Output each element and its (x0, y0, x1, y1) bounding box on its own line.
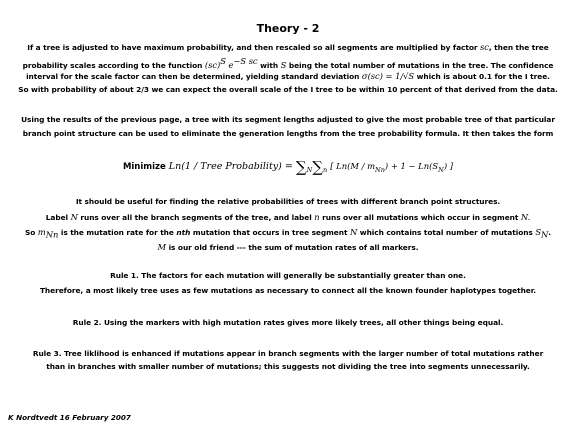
formula-rhs: [ Ln(M / m (330, 161, 376, 171)
p3-text: mutation that occurs in tree segment (192, 228, 348, 237)
p3-text: runs over all the branch segments of the tree, and label (80, 213, 312, 222)
sum-sub-N: N (306, 165, 313, 174)
p3-line-3 (0, 227, 576, 239)
sum-sub-n: n (322, 165, 328, 174)
formula-word: Minimize (122, 162, 166, 172)
var-N: N (349, 227, 358, 237)
p1-line-2 (0, 56, 576, 70)
p1-text: which is about 0.1 for the I tree. (416, 72, 550, 81)
formula-exp2: −S sc (233, 56, 258, 66)
var-N: N (70, 212, 78, 222)
var-N: N. (520, 212, 531, 222)
minimize-formula (0, 158, 576, 176)
p3-text: which contains total number of mutations (359, 228, 533, 237)
p3-line-2 (0, 212, 576, 222)
p3-text: runs over all mutations which occur in segment (322, 213, 519, 222)
sigma-formula: σ(sc) = 1/√S (361, 71, 415, 81)
rule-1-line-1: Rule 1. The factors for each mutation will generally be substantially greater than one. (110, 271, 466, 280)
p3-text: . (548, 228, 552, 237)
var-n: n (314, 212, 320, 222)
p3-text: is our old friend --- the sum of mutation rates of all markers. (168, 243, 419, 252)
p1-text: , then the tree (488, 43, 549, 52)
var-m: m (37, 227, 46, 237)
formula-lhs: Ln(1 / Tree Probability) = (168, 161, 293, 172)
formula-e: e (228, 59, 234, 70)
p3-text: is the mutation rate for the (60, 228, 174, 237)
rule-1-line-2: Therefore, a most likely tree uses as few mutations as necessary to connect all the known founder haplotypes together. (39, 286, 537, 295)
var-S: S (535, 227, 541, 237)
p1-text: probability scales according to the function (22, 60, 203, 70)
var-S-sub: N (541, 229, 549, 240)
sum-symbol-n: ∑ (312, 158, 323, 176)
formula-exp: S (220, 56, 226, 66)
p3-text: So (24, 228, 36, 237)
p1-text: being the total number of mutations in the tree. The confidence (288, 60, 554, 70)
formula-base: (sc) (204, 59, 221, 70)
p3-text: Label (45, 213, 69, 222)
var-sc: sc (479, 42, 489, 52)
p2-line-2: branch point structure can be used to eliminate the generation lengths from the tree probability formula. It then takes the form (22, 129, 554, 138)
p2-line-1: Using the results of the previous page, a tree with its segment lengths adjusted to give the most probable tree of that particular (21, 115, 555, 124)
rule-2: Rule 2. Using the markers with high mutation rates gives more likely trees, all other things being equal. (72, 318, 504, 327)
nth-text: nth (176, 228, 191, 237)
scaling-formula (204, 56, 258, 70)
p1-line-1 (0, 42, 576, 52)
p3-line-4 (0, 242, 576, 252)
p1-line-4: So with probability of about 2/3 we can expect the overall scale of the I tree to be within 10 percent of that derived from the data. (18, 85, 558, 94)
var-m-sub: Nn (45, 229, 59, 240)
formula-rhs-sub: Nn (375, 165, 385, 174)
p1-text: with (260, 60, 279, 70)
p3-line-1: It should be useful for finding the relative probabilities of trees with different branch point structures. (75, 197, 501, 206)
p1-text: If a tree is adjusted to have maximum probability, and then rescaled so all segments are multiplied by factor (27, 43, 478, 52)
sum-symbol-N: ∑ (295, 158, 307, 176)
var-S: S (280, 59, 287, 70)
rule-3-line-2: than in branches with smaller number of mutations; this suggests not dividing the tree into segments unnecessarily. (46, 362, 530, 371)
formula-rhs-sub: N (438, 165, 444, 174)
var-M: M (157, 242, 167, 252)
formula-rhs: ) + 1 − Ln(S (384, 161, 439, 171)
rule-3-line-1: Rule 3. Tree liklihood is enhanced if mutations appear in branch segments with the larger number of total mutations rather (32, 349, 544, 358)
p1-line-3 (0, 71, 576, 81)
page-title: Theory - 2 (256, 22, 320, 35)
p1-text: interval for the scale factor can then be determined, yielding standard deviation (26, 72, 360, 81)
footer-credit: K Nordtvedt 16 February 2007 (8, 413, 131, 422)
formula-rhs: ) ] (443, 161, 454, 171)
